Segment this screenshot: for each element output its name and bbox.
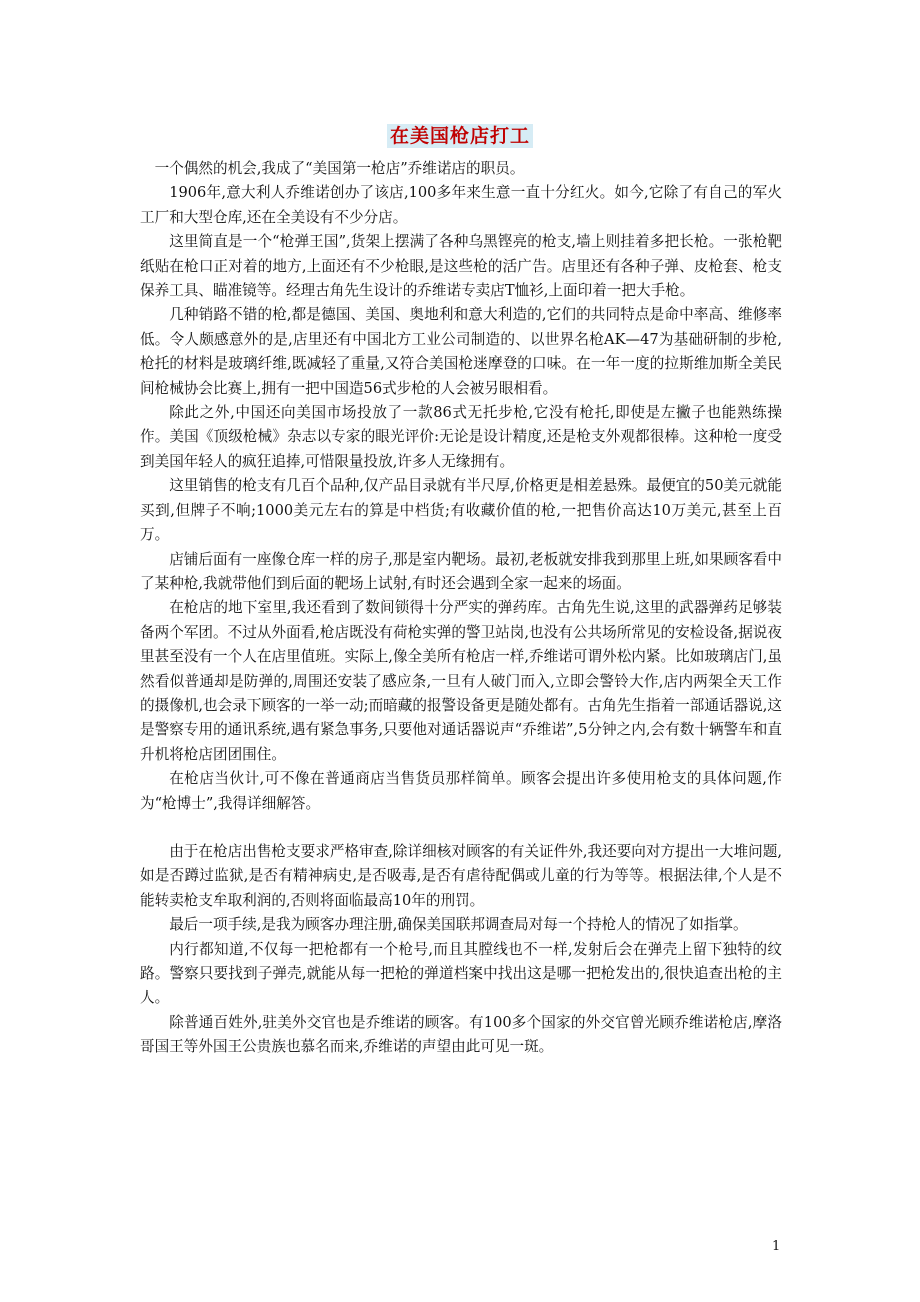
page-title: 在美国枪店打工 — [387, 124, 533, 148]
paragraph: 由于在枪店出售枪支要求严格审查,除详细核对顾客的有关证件外,我还要向对方提出一大堆问题,如是否蹲过监狱,是否有精神病史,是否吸毒,是否有虐待配偶或儿童的行为等等。根据法律,个人是不能转卖枪支牟取利润的,否则将面临最高10年的刑罚。 — [140, 842, 782, 909]
paragraph: 店铺后面有一座像仓库一样的房子,那是室内靶场。最初,老板就安排我到那里上班,如果顾客看中了某种枪,我就带他们到后面的靶场上试射,有时还会遇到全家一起来的场面。 — [140, 550, 782, 592]
paragraph: 除此之外,中国还向美国市场投放了一款86式无托步枪,它没有枪托,即使是左撇子也能熟练操作。美国《顶级枪械》杂志以专家的眼光评价:无论是设计精度,还是枪支外观都很棒。这种枪一度受到美国年轻人的疯狂追捧,可惜限量投放,许多人无缘拥有。 — [140, 404, 782, 470]
paragraph: 这里销售的枪支有几百个品种,仅产品目录就有半尺厚,价格更是相差悬殊。最便宜的50美元就能买到,但牌子不响;1000美元左右的算是中档货;有收藏价值的枪,一把售价高达10万美元,甚至上百万。 — [140, 477, 782, 544]
paragraph: 几种销路不错的枪,都是德国、美国、奥地利和意大利造的,它们的共同特点是命中率高、维修率低。令人颇感意外的是,店里还有中国北方工业公司制造的、以世界名枪AK—47为基础研制的步枪,枪托的材料是玻璃纤维,既减轻了重量,又符合美国枪迷摩登的口味。在一年一度的拉斯维加斯全美民间枪械协会比赛上,拥有一把中国造56式步枪的人会被另眼相看。 — [140, 306, 782, 397]
paragraph: 在枪店当伙计,可不像在普通商店当售货员那样简单。顾客会提出许多使用枪支的具体问题,作为“枪博士”,我得详细解答。 — [140, 770, 782, 812]
paragraph: 这里简直是一个“枪弹王国”,货架上摆满了各种乌黑铿亮的枪支,墙上则挂着多把长枪。一张枪靶纸贴在枪口正对着的地方,上面还有不少枪眼,是这些枪的活广告。店里还有各种子弹、皮枪套、枪支保养工具、瞄准镜等。经理古角先生设计的乔维诺专卖店T恤衫,上面印着一把大手枪。 — [140, 233, 782, 300]
paragraph: 除普通百姓外,驻美外交官也是乔维诺的顾客。有100多个国家的外交官曾光顾乔维诺枪店,摩洛哥国王等外国王公贵族也慕名而来,乔维诺的声望由此可见一斑。 — [140, 1013, 782, 1056]
title-block — [0, 121, 920, 148]
paragraph: 1906年,意大利人乔维诺创办了该店,100多年来生意一直十分红火。如今,它除了有自己的军火工厂和大型仓库,还在全美设有不少分店。 — [140, 184, 782, 226]
paragraph: 内行都知道,不仅每一把枪都有一个枪号,而且其膛线也不一样,发射后会在弹壳上留下独特的纹路。警察只要找到子弹壳,就能从每一把枪的弹道档案中找出这是哪一把枪发出的,很快追查出枪的主人。 — [140, 940, 782, 1007]
page-number: 1 — [772, 1239, 781, 1254]
paragraph: 一个偶然的机会,我成了“美国第一枪店”乔维诺店的职员。 — [154, 160, 525, 177]
paragraph: 最后一项手续,是我为顾客办理注册,确保美国联邦调查局对每一个持枪人的情况了如指掌。 — [169, 916, 748, 934]
paragraph: 在枪店的地下室里,我还看到了数间锁得十分严实的弹药库。古角先生说,这里的武器弹药足够装备两个军团。不过从外面看,枪店既没有荷枪实弹的警卫站岗,也没有公共场所常见的安检设备,据说夜里甚至没有一个人在店里值班。实际上,像全美所有枪店一样,乔维诺可谓外松内紧。比如玻璃店门,虽然看似普通却是防弹的,周围还安装了感应条,一旦有人破门而入,立即会警铃大作,店内两架全天工作的摄像机,也会录下顾客的一举一动;而暗藏的报警设备更是随处都有。古角先生指着一部通话器说,这是警察专用的通讯系统,遇有紧急事务,只要他对通话器说声“乔维诺”,5分钟之内,会有数十辆警车和直升机将枪店团团围住。 — [140, 599, 782, 763]
article-body — [140, 157, 782, 1060]
paragraph-gap — [140, 816, 782, 840]
